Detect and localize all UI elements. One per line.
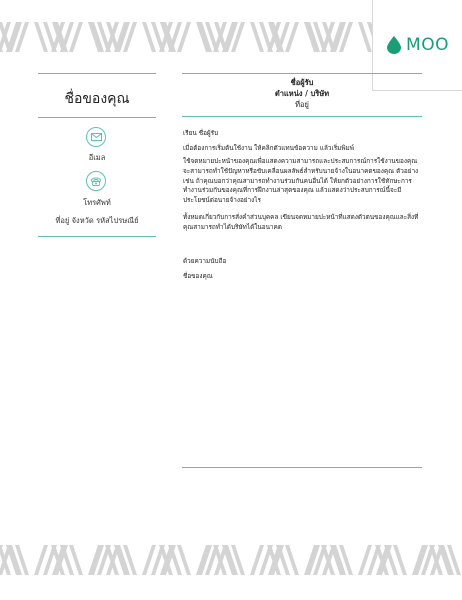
- email-icon: [86, 127, 106, 147]
- closing: ด้วยความนับถือ: [183, 257, 227, 265]
- address-label: ที่อยู่ จังหวัด รหัสไปรษณีย์: [55, 216, 139, 225]
- right-recipient-rule: [182, 116, 422, 117]
- logo-text: MOO: [406, 35, 449, 55]
- letter-paragraph-1: เมื่อต้องการเริ่มต้นใช้งาน ให้คลิกตัวแทนข้อความ แล้วเริ่มพิมพ์: [183, 144, 354, 152]
- right-bottom-rule: [182, 467, 422, 468]
- recipient-title: ตำแหน่ง / บริษัท: [274, 89, 330, 98]
- email-label: อีเมล: [88, 153, 106, 162]
- signature: ชื่อของคุณ: [183, 272, 213, 280]
- letter-paragraph-2: ใช้จดหมายปะหน้าของคุณเพื่อแสดงความสามารถและประสบการณ์การใช้งานของคุณจะสามารถทำใช้ปัญหาหรือขับเคลื่อนผลลัพธ์สำหรับนายจ้างในอนาคตของคุณ ตัวอย่างเช่น ถ้าคุณบอกว่าคุณสามารถทำงานร่วมกันคนอื่นได้ ให้ยกตัวอย่างการใช้ทักษะการทำงานร่วมกันของคุณที่การฝึกงานล่าสุดของคุณ แล้วแสดงว่าประสบการณ์นี้จะมีประโยชน์ต่อนายจ้างอย่างไร: [183, 157, 419, 205]
- bottom-decorative-band: [0, 545, 462, 575]
- phone-label: โทรศัพท์: [83, 198, 111, 207]
- right-top-rule: [182, 73, 422, 74]
- recipient-block: [182, 77, 422, 110]
- recipient-address: ที่อยู่: [295, 100, 309, 109]
- recipient-name: ชื่อผู้รับ: [290, 78, 314, 87]
- left-top-rule: [38, 73, 156, 74]
- bottom-pattern: [0, 545, 462, 575]
- phone-icon: [86, 171, 106, 191]
- drop-icon: [387, 36, 401, 54]
- sender-name: ชื่อของคุณ: [64, 91, 130, 107]
- left-name-rule: [38, 117, 156, 118]
- salutation: เรียน ชื่อผู้รับ: [183, 129, 219, 137]
- left-bottom-rule: [38, 236, 156, 237]
- letter-paragraph-3: ทั้งหมดเกี่ยวกับการสั่งคำส่วนบุคคล เขียนจดหมายปะหน้าที่แสดงตัวตนของคุณและสิ่งที่คุณสามารถทำได้บริษัทได้ในอนาคต: [183, 213, 419, 231]
- logo: [387, 35, 449, 55]
